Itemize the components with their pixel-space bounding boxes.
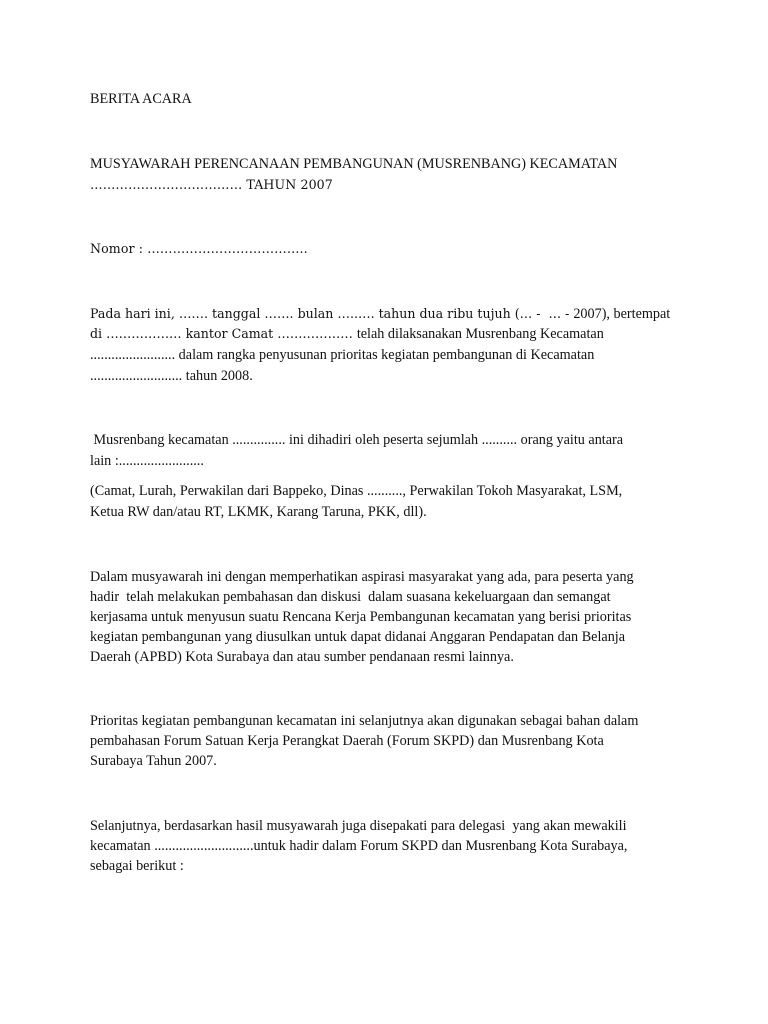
paragraph-4-line-5: Daerah (APBD) Kota Surabaya dan atau sumber pendanaan resmi lainnya. [90,649,514,665]
paragraph-1-line-3: ........................ dalam rangka penyusunan prioritas kegiatan pembangunan di Kecamatan [90,347,595,363]
paragraph-3-line-2: Ketua RW dan/atau RT, LKMK, Karang Taruna, PKK, dll). [90,504,427,520]
paragraph-4-line-4: kegiatan pembangunan yang diusulkan untuk dapat didanai Anggaran Pendapatan dan Belanja [90,629,626,645]
paragraph-1-line-2-b: telah dilaksanakan Musrenbang Kecamatan [356,326,604,342]
paragraph-1-line-4: .......................... tahun 2008. [90,368,253,384]
paragraph-6-line-1: Selanjutnya, berdasarkan hasil musyawarah juga disepakati para delegasi yang akan mewakili [90,818,627,834]
paragraph-1-line-1-a: Pada hari ini, ……. tanggal ……. bulan …..…. tahun dua ribu tujuh (… - … - [90,306,574,321]
paragraph-6-line-3: sebagai berikut : [90,858,184,874]
paragraph-1-line-1 [90,304,670,324]
document-heading: BERITA ACARA [90,91,192,107]
paragraph-2-line-2: lain :........................ [90,453,204,469]
subheading-line-1: MUSYAWARAH PERENCANAAN PEMBANGUNAN (MUSRENBANG) KECAMATAN [90,156,618,172]
subheading-line-2: ……………………………… TAHUN 2007 [90,177,333,192]
paragraph-1-line-1-b: 2007), bertempat [573,306,671,322]
paragraph-1-line-2-a: di ……………… kantor Camat ……………… [90,326,357,341]
paragraph-5-line-3: Surabaya Tahun 2007. [90,753,217,769]
nomor-line: Nomor : ……………………………….. [90,241,308,256]
paragraph-2-line-1: Musrenbang kecamatan ............... ini dihadiri oleh peserta sejumlah .......... orang yaitu antara [90,432,624,448]
paragraph-1-line-2 [90,324,604,344]
paragraph-4-line-3: kerjasama untuk menyusun suatu Rencana Kerja Pembangunan kecamatan yang berisi prioritas [90,609,632,625]
paragraph-5-line-1: Prioritas kegiatan pembangunan kecamatan ini selanjutnya akan digunakan sebagai bahan dalam [90,713,639,729]
paragraph-4-line-1: Dalam musyawarah ini dengan memperhatikan aspirasi masyarakat yang ada, para peserta yang [90,569,634,585]
paragraph-6-line-2: kecamatan ............................untuk hadir dalam Forum SKPD dan Musrenbang Kota Surabaya, [90,838,628,854]
paragraph-3-line-1: (Camat, Lurah, Perwakilan dari Bappeko, Dinas .........., Perwakilan Tokoh Masyarakat, LSM, [90,483,623,499]
paragraph-4-line-2: hadir telah melakukan pembahasan dan diskusi dalam suasana kekeluargaan dan semangat [90,589,611,605]
paragraph-5-line-2: pembahasan Forum Satuan Kerja Perangkat Daerah (Forum SKPD) dan Musrenbang Kota [90,733,604,749]
